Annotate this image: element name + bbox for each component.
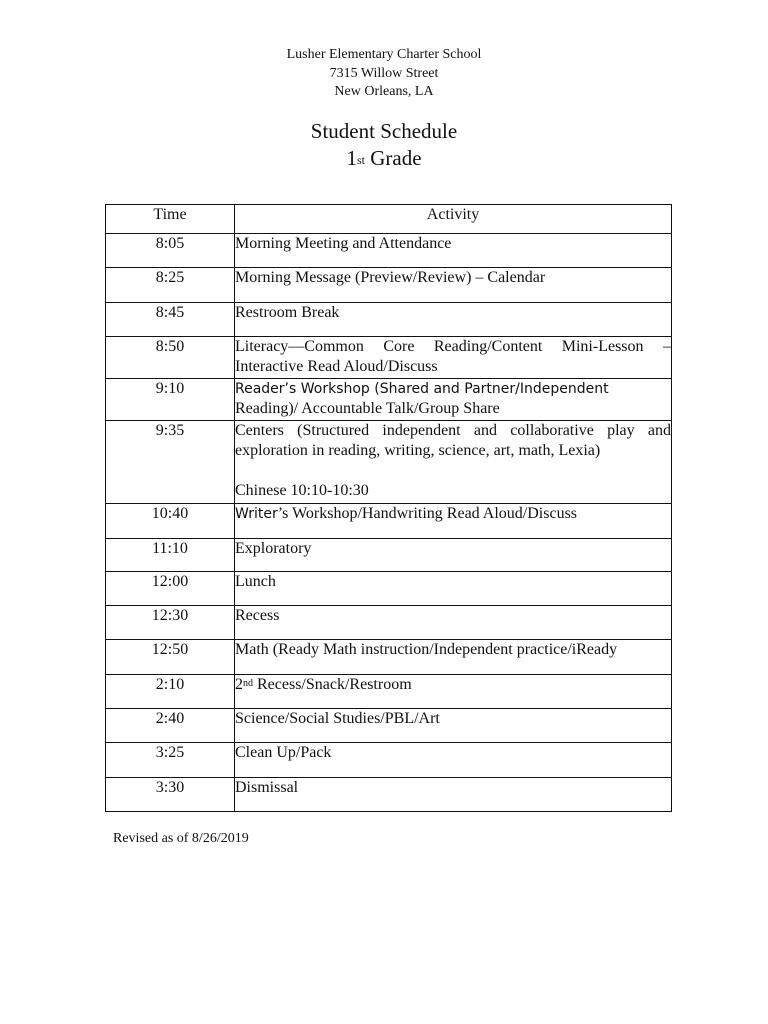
activity-cell: Restroom Break xyxy=(235,303,672,337)
activity-column-header: Activity xyxy=(235,205,672,234)
school-city: New Orleans, LA xyxy=(334,84,434,99)
activity-cell: Literacy—Common Core Reading/Content Mini-Lesson – Interactive Read Aloud/Discuss xyxy=(235,337,672,379)
time-cell: 10:40 xyxy=(106,504,235,539)
time-cell: 3:30 xyxy=(106,778,235,812)
grade-suffix: st xyxy=(356,153,365,167)
table-row xyxy=(106,337,672,379)
time-cell: 3:25 xyxy=(106,743,235,778)
time-cell: 12:30 xyxy=(106,606,235,640)
time-cell: 2:40 xyxy=(106,709,235,743)
time-cell: 9:35 xyxy=(106,421,235,504)
activity-cell: Science/Social Studies/PBL/Art xyxy=(235,709,672,743)
grade-line xyxy=(0,145,768,172)
activity-cell: Dismissal xyxy=(235,778,672,812)
title-line: Student Schedule xyxy=(310,119,458,143)
time-cell: 12:00 xyxy=(106,572,235,606)
time-cell: 8:05 xyxy=(106,234,235,268)
schedule-table xyxy=(105,204,672,812)
activity-cell: Exploratory xyxy=(235,539,672,572)
table-row xyxy=(106,743,672,778)
revised-date: Revised as of 8/26/2019 xyxy=(113,831,249,846)
grade-word: Grade xyxy=(370,146,422,170)
time-cell: 9:10 xyxy=(106,379,235,421)
ordinal-number: 2 xyxy=(235,676,243,693)
activity-text-part: Reader’s Workshop (Shared and Partner/Independent xyxy=(235,381,609,397)
time-cell: 12:50 xyxy=(106,640,235,675)
table-row xyxy=(106,778,672,812)
time-cell: 11:10 xyxy=(106,539,235,572)
time-cell: 8:50 xyxy=(106,337,235,379)
table-row xyxy=(106,421,672,504)
activity-text: Recess/Snack/Restroom xyxy=(253,676,412,693)
activity-cell: Lunch xyxy=(235,572,672,606)
time-cell: 2:10 xyxy=(106,675,235,709)
school-street: 7315 Willow Street xyxy=(329,65,439,81)
activity-text-part: ’s Workshop/Handwriting Read Aloud/Discuss xyxy=(277,505,578,522)
activity-cell xyxy=(235,379,672,421)
table-row xyxy=(106,539,672,572)
time-column-header: Time xyxy=(106,205,235,234)
table-row xyxy=(106,675,672,709)
time-cell: 8:25 xyxy=(106,268,235,303)
activity-text-part: Reading)/ Accountable Talk/Group Share xyxy=(235,400,500,417)
table-row xyxy=(106,303,672,337)
activity-cell: Recess xyxy=(235,606,672,640)
table-row xyxy=(106,640,672,675)
table-row xyxy=(106,379,672,421)
activity-cell: Morning Message (Preview/Review) – Calendar xyxy=(235,268,672,303)
table-row xyxy=(106,709,672,743)
activity-cell: Clean Up/Pack xyxy=(235,743,672,778)
table-row xyxy=(106,504,672,539)
activity-cell xyxy=(235,675,672,709)
activity-cell xyxy=(235,421,672,504)
activity-cell: Morning Meeting and Attendance xyxy=(235,234,672,268)
activity-note: Chinese 10:10-10:30 xyxy=(235,482,369,499)
table-row xyxy=(106,606,672,640)
table-row xyxy=(106,234,672,268)
grade-number: 1 xyxy=(346,146,357,170)
ordinal-suffix: nd xyxy=(243,678,253,689)
school-header xyxy=(0,46,768,102)
table-row xyxy=(106,572,672,606)
activity-text-part: Writer xyxy=(235,506,278,522)
activity-text: Centers (Structured independent and collaborative play and exploration in reading, writing, science, art, math, Lexia) xyxy=(235,422,671,459)
time-cell: 8:45 xyxy=(106,303,235,337)
table-row xyxy=(106,268,672,303)
school-name: Lusher Elementary Charter School xyxy=(286,47,482,62)
activity-cell: Math (Ready Math instruction/Independent practice/iReady xyxy=(235,640,672,675)
activity-cell xyxy=(235,504,672,539)
table-header-row xyxy=(106,205,672,234)
page-title xyxy=(0,118,768,172)
